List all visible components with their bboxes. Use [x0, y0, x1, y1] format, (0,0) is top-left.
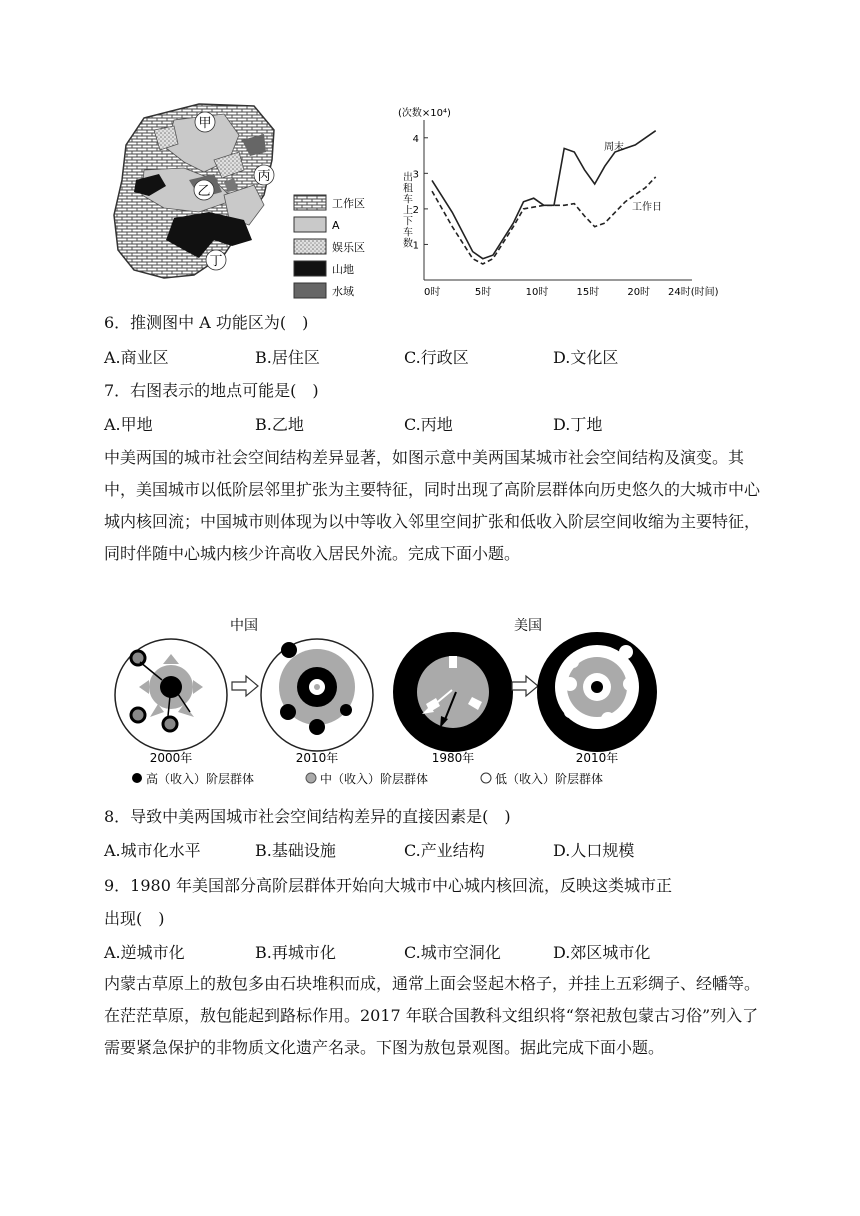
q8-option-d[interactable]: D.人口规模 [553, 841, 635, 860]
legend-low: 低（收入）阶层群体 [495, 772, 604, 786]
x-tick-label: 15时 [576, 287, 600, 298]
y-tick-label: 4 [412, 133, 419, 145]
series-label-weekend: 周末 [604, 142, 624, 153]
x-tick-label: 0时 [424, 287, 441, 298]
city-social-structure-diagram [110, 612, 670, 792]
map-label-bing: 丙 [257, 169, 271, 184]
year-usa-2010: 2010年 [575, 751, 619, 765]
q6-option-c[interactable]: C.行政区 [404, 348, 469, 367]
y-axis-title: 出租车上下车数 [400, 171, 412, 249]
legend-entertainment: 娱乐区 [332, 241, 365, 254]
functional-zone-map [104, 100, 384, 300]
q8-option-a[interactable]: A.城市化水平 [104, 841, 201, 860]
legend-zone-a: A [332, 219, 340, 232]
china-2010-circle [261, 639, 373, 751]
question-8: 8．导致中美两国城市社会空间结构差异的直接因素是( ) [104, 807, 511, 826]
series-label-workday: 工作日 [632, 202, 662, 213]
legend-mountain: 山地 [332, 263, 354, 276]
y-tick-label: 1 [412, 240, 419, 252]
q9-option-a[interactable]: A.逆城市化 [104, 943, 185, 962]
question-9-line2: 出现( ) [104, 909, 165, 928]
map-legend [294, 195, 365, 298]
map-label-jia: 甲 [198, 116, 212, 131]
passage-aobao: 内蒙古草原上的敖包多由石块堆积而成，通常上面会竖起木格子，并挂上五彩绸子、经幡等。在茫茫草原，敖包能起到路标作用。2017 年联合国教科文组织将“祭祀敖包蒙古习俗”列入了需要紧急保护的非物质文化遗产名录。下图为敖包景观图。据此完成下面小题。 [104, 974, 761, 1057]
taxi-line-chart [392, 100, 719, 302]
q8-option-c[interactable]: C.产业结构 [404, 841, 485, 860]
q6-option-d[interactable]: D.文化区 [553, 348, 619, 367]
series-line-workday [432, 177, 656, 264]
q6-option-b[interactable]: B.居住区 [255, 348, 320, 367]
x-tick-label: 24时(时间) [668, 287, 719, 298]
legend-work-zone: 工作区 [332, 197, 365, 210]
q6-option-a[interactable]: A.商业区 [104, 348, 169, 367]
question-7: 7．右图表示的地点可能是( ) [104, 381, 319, 400]
label-china: 中国 [230, 618, 258, 634]
y-unit-label: (次数×10⁴) [398, 108, 451, 119]
q9-option-d[interactable]: D.郊区城市化 [553, 943, 651, 962]
arrow-icon [512, 676, 538, 696]
year-china-2010: 2010年 [295, 751, 339, 765]
question-9-line1: 9．1980 年美国部分高阶层群体开始向大城市中心城内核回流，反映这类城市正 [104, 876, 672, 895]
q7-option-a[interactable]: A.甲地 [104, 415, 153, 434]
china-2000-circle [115, 639, 227, 751]
label-usa: 美国 [514, 618, 542, 634]
arrow-icon [232, 676, 258, 696]
x-tick-label: 20时 [627, 287, 651, 298]
year-china-2000: 2000年 [149, 751, 193, 765]
map-label-yi: 乙 [197, 184, 211, 199]
legend-low-marker [481, 773, 491, 783]
map-label-ding: 丁 [209, 254, 223, 269]
legend-water: 水域 [332, 285, 354, 298]
q8-option-b[interactable]: B.基础设施 [255, 841, 336, 860]
x-tick-label: 5时 [474, 287, 492, 298]
year-usa-1980: 1980年 [431, 751, 475, 765]
legend-high-marker [132, 773, 142, 783]
y-tick-label: 2 [412, 204, 419, 216]
legend-high: 高（收入）阶层群体 [146, 772, 255, 786]
passage-city-structure: 中美两国的城市社会空间结构差异显著，如图示意中美两国某城市社会空间结构及演变。其中，美国城市以低阶层邻里扩张为主要特征，同时出现了高阶层群体向历史悠久的大城市中心城内核回流；中国城市则体现为以中等收入邻里空间扩张和低收入阶层空间收缩为主要特征，同时伴随中心城内核少许高收入居民外流。完成下面小题。 [104, 448, 761, 563]
legend-mid-marker [306, 773, 316, 783]
q7-option-d[interactable]: D.丁地 [553, 415, 603, 434]
q7-option-b[interactable]: B.乙地 [255, 415, 304, 434]
question-6: 6．推测图中 A 功能区为( ) [104, 313, 309, 332]
usa-2010-circle [537, 632, 657, 752]
legend-mid: 中（收入）阶层群体 [320, 772, 429, 786]
q9-option-c[interactable]: C.城市空洞化 [404, 943, 501, 962]
q7-option-c[interactable]: C.丙地 [404, 415, 453, 434]
usa-1980-circle [393, 632, 513, 752]
q9-option-b[interactable]: B.再城市化 [255, 943, 336, 962]
x-tick-label: 10时 [525, 287, 549, 298]
y-tick-label: 3 [412, 169, 419, 181]
